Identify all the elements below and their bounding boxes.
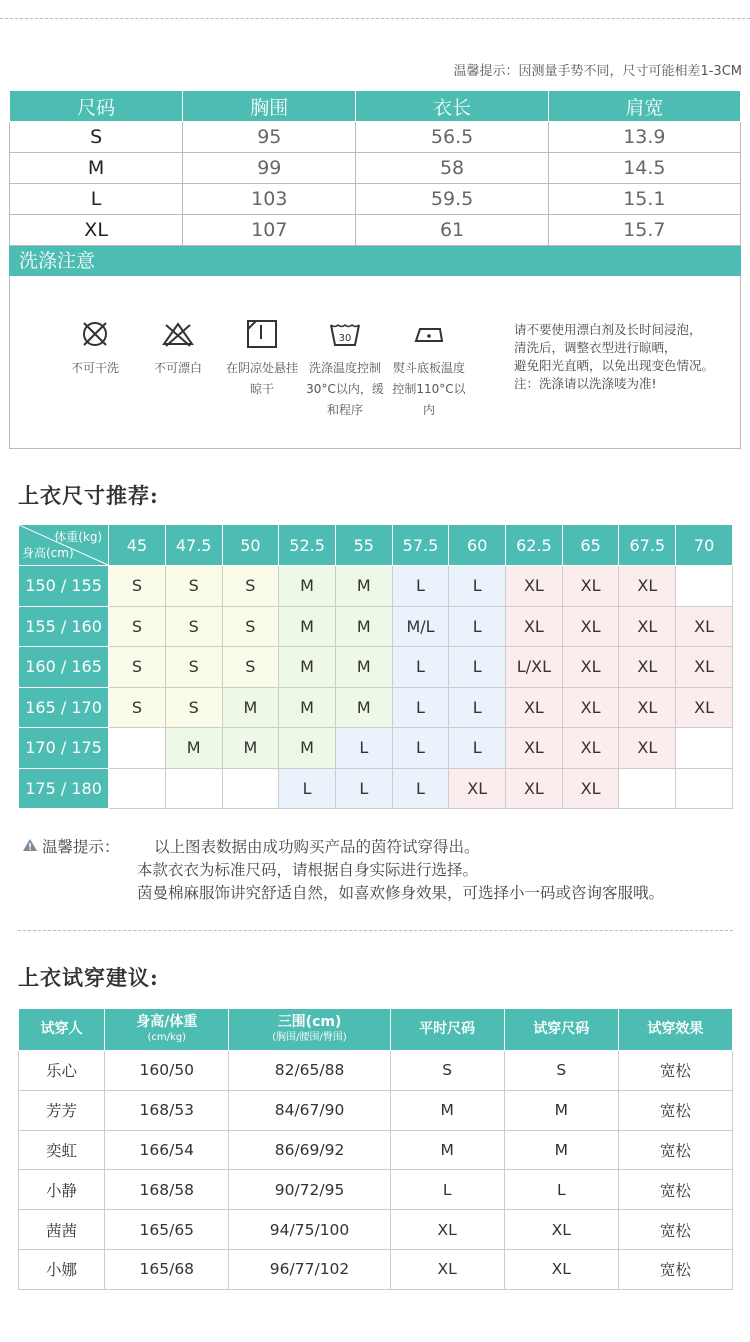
rec-size-cell: XL (676, 647, 733, 688)
weight-header: 57.5 (392, 525, 449, 566)
rec-size-cell: XL (506, 728, 563, 769)
rec-size-cell (109, 728, 166, 769)
try-cell: 芳芳 (19, 1090, 105, 1130)
weight-header: 45 (109, 525, 166, 566)
iron-110-icon (389, 316, 469, 352)
try-row (19, 1170, 733, 1210)
try-cell: M (390, 1090, 504, 1130)
weight-header: 62.5 (506, 525, 563, 566)
height-header: 150 / 155 (19, 566, 109, 607)
try-cell: 160/50 (105, 1051, 229, 1091)
rec-size-cell: XL (619, 566, 676, 607)
try-cell: S (504, 1051, 618, 1091)
size-col-header: 尺码 (10, 91, 183, 122)
size-cell: 99 (183, 153, 356, 184)
rec-size-cell (109, 768, 166, 809)
wash-label: 洗涤温度控制30°C以内，缓和程序 (306, 361, 384, 417)
try-cell: 84/67/90 (229, 1090, 390, 1130)
rec-size-cell: M (279, 606, 336, 647)
wash-note-line: 清洗后，调整衣型进行晾晒， (514, 340, 677, 355)
rec-size-cell: XL (676, 606, 733, 647)
try-cell: 乐心 (19, 1051, 105, 1091)
rec-size-cell: L (449, 687, 506, 728)
size-table (9, 90, 741, 246)
wash-label: 不可干洗 (70, 361, 119, 375)
height-header: 165 / 170 (19, 687, 109, 728)
size-cell: 13.9 (548, 122, 740, 153)
rec-size-cell: XL (562, 606, 619, 647)
rec-size-cell: M (335, 566, 392, 607)
wash-label: 不可漂白 (153, 361, 202, 375)
try-cell: 82/65/88 (229, 1051, 390, 1091)
try-cell: L (390, 1170, 504, 1210)
rec-size-cell (676, 728, 733, 769)
rec-title: 上衣尺寸推荐: (18, 483, 159, 508)
try-col-header (229, 1009, 390, 1051)
try-cell: 小娜 (19, 1249, 105, 1289)
warm-tip (22, 836, 664, 905)
rec-row (19, 606, 733, 647)
size-cell: 107 (183, 215, 356, 246)
size-cell: 59.5 (356, 184, 548, 215)
rec-size-cell: M (165, 728, 222, 769)
try-cell: 168/58 (105, 1170, 229, 1210)
rec-size-cell: XL (562, 728, 619, 769)
rec-size-cell: L (392, 728, 449, 769)
try-cell: XL (504, 1249, 618, 1289)
rec-size-cell: XL (562, 687, 619, 728)
rec-row (19, 728, 733, 769)
try-cell: 166/54 (105, 1130, 229, 1170)
wash-item (138, 316, 218, 379)
rec-size-cell: S (165, 566, 222, 607)
weight-header: 52.5 (279, 525, 336, 566)
warning-icon (22, 836, 38, 859)
wash-item (222, 316, 302, 400)
size-cell: XL (10, 215, 183, 246)
wash-note-line: 注：洗涤请以洗涤唛为准! (514, 376, 657, 391)
try-cell: 宽松 (618, 1051, 732, 1091)
try-cell: XL (504, 1210, 618, 1250)
size-col-header: 肩宽 (548, 91, 740, 122)
rec-size-cell: M (279, 647, 336, 688)
rec-size-cell: S (222, 566, 279, 607)
rec-size-cell: L (449, 647, 506, 688)
rec-size-cell: S (222, 647, 279, 688)
rec-size-cell: S (109, 566, 166, 607)
try-cell: M (504, 1090, 618, 1130)
try-col-header-sub: (cm/kg) (147, 1031, 187, 1043)
no-dry-clean-icon (55, 316, 135, 352)
rec-size-cell: L (392, 566, 449, 607)
rec-size-cell: XL (506, 687, 563, 728)
measure-tip: 温馨提示：因测量手势不同，尺寸可能相差1-3CM (453, 64, 742, 79)
rec-size-cell: M (279, 566, 336, 607)
try-col-header-main: 身高/体重 (136, 1013, 198, 1030)
weight-header: 47.5 (165, 525, 222, 566)
size-cell: M (10, 153, 183, 184)
size-row (10, 122, 741, 153)
rec-size-cell: XL (562, 768, 619, 809)
size-col-header: 衣长 (356, 91, 548, 122)
rec-size-cell: S (165, 647, 222, 688)
try-cell: 茜茜 (19, 1210, 105, 1250)
try-col-header (105, 1009, 229, 1051)
warm-tip-line: 本款衣衣为标准尺码，请根据自身实际进行选择。 (137, 861, 479, 879)
weight-header: 70 (676, 525, 733, 566)
try-row (19, 1051, 733, 1091)
no-bleach-icon (138, 316, 218, 352)
rec-size-cell: XL (506, 606, 563, 647)
rec-size-cell: XL (506, 768, 563, 809)
wash-note-line: 请不要使用漂白剂及长时间浸泡， (514, 322, 702, 337)
try-row (19, 1249, 733, 1289)
wash-note-line: 避免阳光直晒，以免出现变色情况。 (514, 358, 715, 373)
rec-size-cell: S (109, 687, 166, 728)
size-cell: 15.7 (548, 215, 740, 246)
rec-row (19, 566, 733, 607)
rec-size-cell: M (335, 687, 392, 728)
try-cell: XL (390, 1249, 504, 1289)
weight-header: 65 (562, 525, 619, 566)
svg-text:30: 30 (338, 333, 352, 344)
wash-note (514, 321, 744, 393)
try-cell: 86/69/92 (229, 1130, 390, 1170)
try-col-header-main: 试穿人 (40, 1021, 83, 1037)
try-cell: 宽松 (618, 1249, 732, 1289)
try-col-header (618, 1009, 732, 1051)
wash-30-icon (305, 316, 385, 352)
rec-size-cell: M (335, 647, 392, 688)
rec-size-cell: XL (506, 566, 563, 607)
rec-size-cell: M (279, 728, 336, 769)
height-axis-label: 身高(cm) (22, 546, 74, 560)
try-row (19, 1210, 733, 1250)
wash-item (55, 316, 135, 379)
rec-row (19, 768, 733, 809)
rec-size-cell: M/L (392, 606, 449, 647)
weight-header: 67.5 (619, 525, 676, 566)
rec-size-cell: L (449, 606, 506, 647)
try-col-header-main: 试穿尺码 (533, 1021, 590, 1037)
rec-size-cell: XL (676, 687, 733, 728)
try-cell: 94/75/100 (229, 1210, 390, 1250)
mid-divider (18, 930, 733, 931)
rec-size-cell: XL (562, 647, 619, 688)
size-row (10, 215, 741, 246)
rec-size-cell: L (392, 687, 449, 728)
try-cell: XL (390, 1210, 504, 1250)
rec-size-cell (676, 566, 733, 607)
size-cell: 14.5 (548, 153, 740, 184)
rec-size-cell: L (449, 566, 506, 607)
size-cell: S (10, 122, 183, 153)
size-cell: 95 (183, 122, 356, 153)
rec-size-cell: S (109, 647, 166, 688)
rec-size-cell (619, 768, 676, 809)
try-cell: 165/68 (105, 1249, 229, 1289)
height-header: 155 / 160 (19, 606, 109, 647)
size-row (10, 184, 741, 215)
try-cell: 168/53 (105, 1090, 229, 1130)
try-cell: 宽松 (618, 1090, 732, 1130)
try-cell: 90/72/95 (229, 1170, 390, 1210)
rec-size-cell: M (222, 728, 279, 769)
rec-row (19, 647, 733, 688)
try-on-table (18, 1008, 733, 1290)
rec-size-cell: XL (449, 768, 506, 809)
height-header: 170 / 175 (19, 728, 109, 769)
rec-size-cell (222, 768, 279, 809)
try-col-header-main: 试穿效果 (647, 1021, 704, 1037)
try-cell: 奕虹 (19, 1130, 105, 1170)
warm-tip-line: 茵曼棉麻服饰讲究舒适自然，如喜欢修身效果，可选择小一码或咨询客服哦。 (137, 884, 665, 902)
try-col-header (504, 1009, 618, 1051)
try-title: 上衣试穿建议: (18, 965, 159, 990)
size-recommendation-table (18, 524, 733, 809)
corner-cell (19, 525, 109, 566)
try-col-header (19, 1009, 105, 1051)
rec-size-cell (165, 768, 222, 809)
size-cell: 15.1 (548, 184, 740, 215)
warm-tip-label: 温馨提示： (42, 838, 120, 856)
try-col-header-sub: (胸围/腰围/臀围) (272, 1031, 347, 1043)
rec-size-cell: L/XL (506, 647, 563, 688)
size-row (10, 153, 741, 184)
rec-size-cell: XL (619, 647, 676, 688)
warm-tip-line: 以上图表数据由成功购买产品的茵符试穿得出。 (154, 838, 480, 856)
rec-size-cell: L (449, 728, 506, 769)
rec-row (19, 687, 733, 728)
try-col-header-main: 三围(cm) (277, 1013, 342, 1030)
rec-size-cell: XL (619, 687, 676, 728)
size-cell: L (10, 184, 183, 215)
try-cell: 宽松 (618, 1170, 732, 1210)
weight-header: 50 (222, 525, 279, 566)
rec-size-cell: S (165, 687, 222, 728)
size-col-header: 胸围 (183, 91, 356, 122)
try-row (19, 1130, 733, 1170)
rec-size-cell: M (335, 606, 392, 647)
wash-title: 洗涤注意 (9, 246, 741, 276)
try-cell: 小静 (19, 1170, 105, 1210)
height-header: 160 / 165 (19, 647, 109, 688)
try-cell: S (390, 1051, 504, 1091)
rec-size-cell: L (335, 728, 392, 769)
rec-size-cell: M (279, 687, 336, 728)
rec-size-cell: S (109, 606, 166, 647)
try-cell: M (504, 1130, 618, 1170)
rec-size-cell: XL (619, 728, 676, 769)
wash-item (389, 316, 469, 421)
size-cell: 56.5 (356, 122, 548, 153)
try-cell: 165/65 (105, 1210, 229, 1250)
wash-item (305, 316, 385, 421)
rec-size-cell: M (222, 687, 279, 728)
hang-dry-shade-icon (222, 316, 302, 352)
rec-size-cell (676, 768, 733, 809)
size-cell: 61 (356, 215, 548, 246)
rec-size-cell: XL (619, 606, 676, 647)
weight-header: 60 (449, 525, 506, 566)
rec-size-cell: S (165, 606, 222, 647)
try-cell: M (390, 1130, 504, 1170)
rec-size-cell: S (222, 606, 279, 647)
weight-axis-label: 体重(kg) (54, 530, 103, 544)
wash-label: 熨斗底板温度控制110°C以内 (392, 361, 466, 417)
try-col-header-main: 平时尺码 (419, 1021, 476, 1037)
try-cell: 96/77/102 (229, 1249, 390, 1289)
rec-size-cell: L (392, 647, 449, 688)
try-cell: L (504, 1170, 618, 1210)
rec-size-cell: L (392, 768, 449, 809)
weight-header: 55 (335, 525, 392, 566)
try-cell: 宽松 (618, 1130, 732, 1170)
height-header: 175 / 180 (19, 768, 109, 809)
rec-size-cell: XL (562, 566, 619, 607)
size-cell: 58 (356, 153, 548, 184)
wash-label: 在阴凉处悬挂晾干 (225, 361, 298, 396)
rec-size-cell: L (335, 768, 392, 809)
try-cell: 宽松 (618, 1210, 732, 1250)
rec-size-cell: L (279, 768, 336, 809)
top-divider (0, 18, 750, 19)
try-row (19, 1090, 733, 1130)
size-cell: 103 (183, 184, 356, 215)
try-col-header (390, 1009, 504, 1051)
wash-panel (9, 276, 741, 449)
